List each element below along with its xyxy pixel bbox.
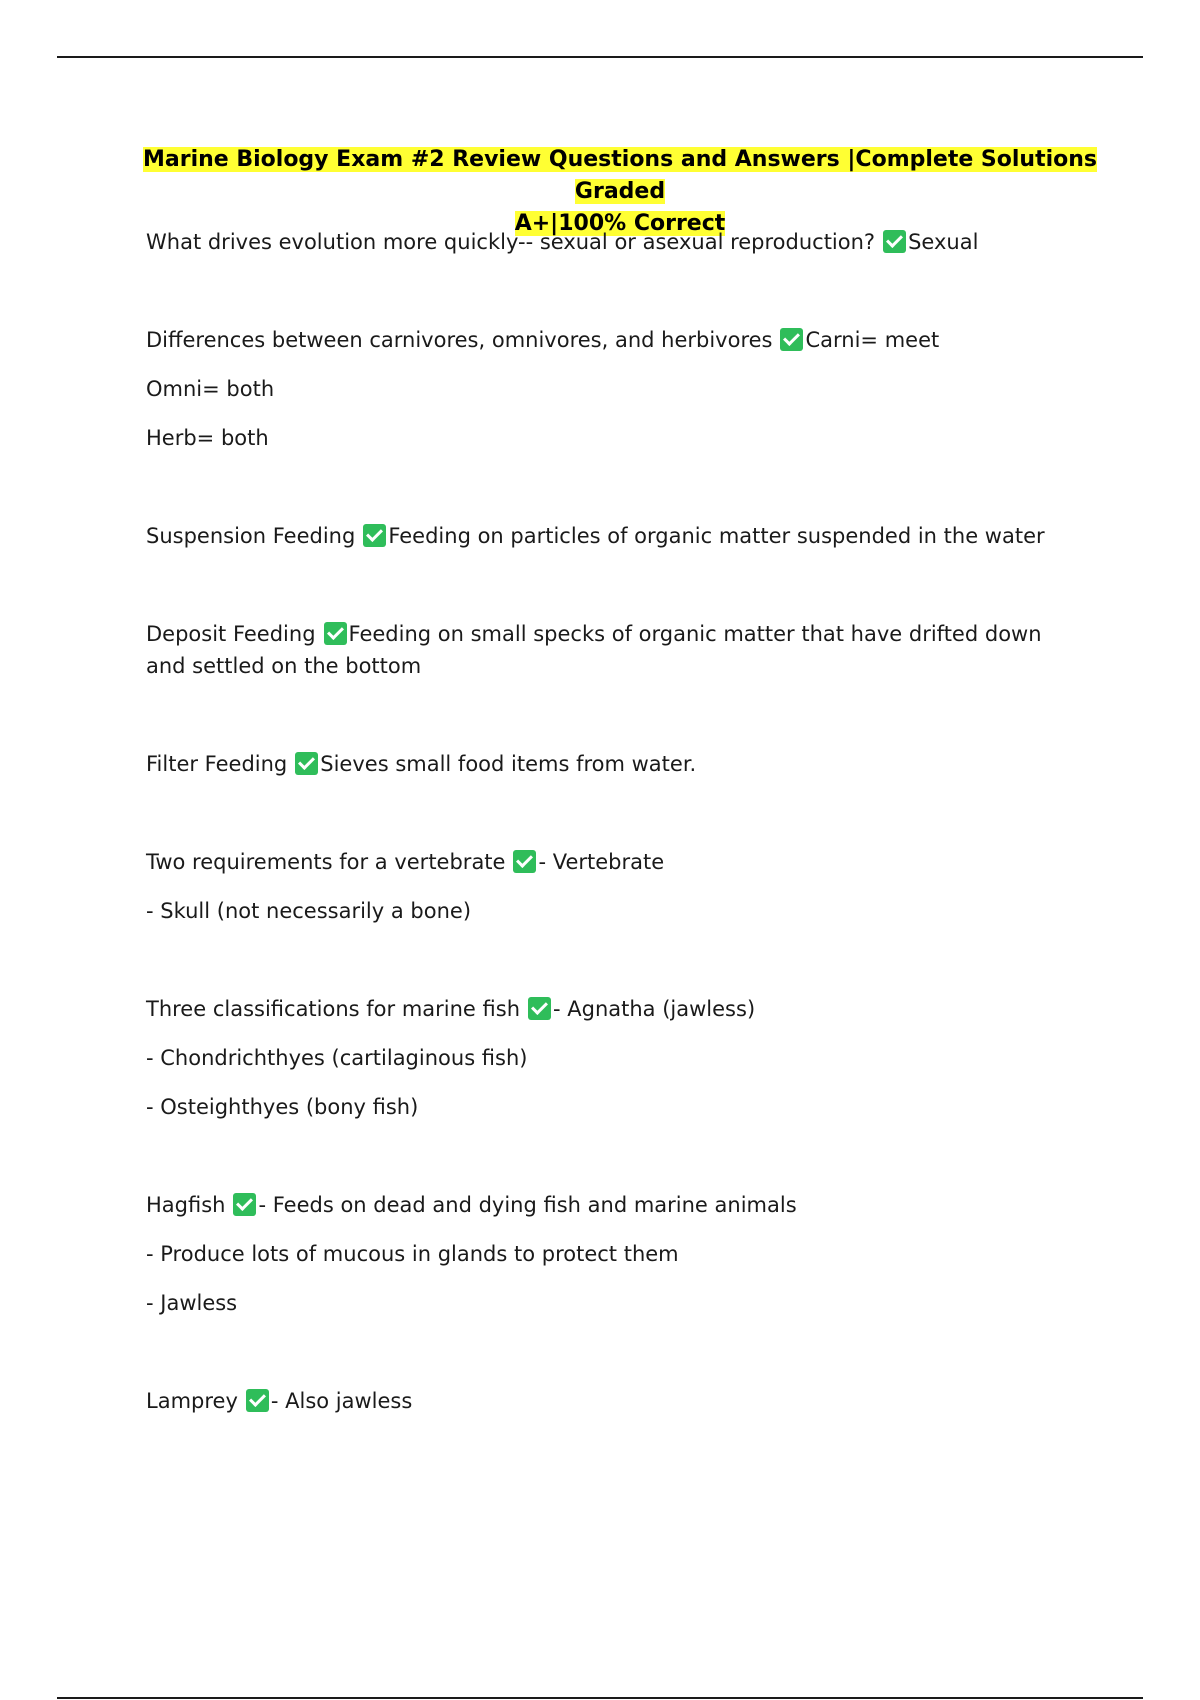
check-mark-icon	[363, 524, 386, 547]
qa-item	[146, 324, 1066, 454]
answer-extra-line: - Jawless	[146, 1291, 238, 1315]
answer-extra-line: Omni= both	[146, 377, 275, 401]
question-text: Two requirements for a vertebrate	[146, 850, 506, 874]
check-mark-icon	[324, 622, 347, 645]
header-rule	[57, 56, 1143, 58]
answer-text: Feeding on particles of organic matter suspended in the water	[388, 524, 1045, 548]
qa-line	[146, 618, 1066, 682]
qa-item	[146, 226, 1066, 258]
answer-text: Carni= meet	[805, 328, 940, 352]
question-text: Differences between carnivores, omnivores, and herbivores	[146, 328, 773, 352]
qa-line	[146, 520, 1066, 552]
qa-line	[146, 1189, 1066, 1221]
answer-extra-line: - Osteighthyes (bony fish)	[146, 1095, 419, 1119]
check-mark-icon	[883, 230, 906, 253]
question-text: Lamprey	[146, 1389, 238, 1413]
question-text: Suspension Feeding	[146, 524, 356, 548]
answer-text: Sieves small food items from water.	[320, 752, 697, 776]
answer-extra-line: - Chondrichthyes (cartilaginous fish)	[146, 1046, 528, 1070]
question-text: Filter Feeding	[146, 752, 288, 776]
qa-item	[146, 618, 1066, 682]
qa-line	[146, 324, 1066, 356]
title-line-2: A+|100% Correct	[514, 211, 726, 236]
check-mark-icon	[246, 1389, 269, 1412]
answer-extra-line: - Produce lots of mucous in glands to protect them	[146, 1242, 679, 1266]
answer-text: - Also jawless	[270, 1389, 413, 1413]
answer-text: Sexual	[908, 230, 979, 254]
check-mark-icon	[780, 328, 803, 351]
qa-line	[146, 846, 1066, 878]
footer-rule	[57, 1697, 1143, 1699]
qa-item	[146, 1385, 1066, 1417]
answer-extra-line: Herb= both	[146, 426, 269, 450]
answer-text: - Vertebrate	[538, 850, 665, 874]
qa-item	[146, 520, 1066, 552]
answer-text: - Agnatha (jawless)	[553, 997, 756, 1021]
qa-item	[146, 748, 1066, 780]
title-line-1: Marine Biology Exam #2 Review Questions and Answers |Complete Solutions Graded	[142, 147, 1098, 204]
qa-item	[146, 993, 1066, 1123]
question-text: What drives evolution more quickly-- sexual or asexual reproduction?	[146, 230, 876, 254]
qa-line	[146, 748, 1066, 780]
qa-line	[146, 226, 1066, 258]
check-mark-icon	[295, 752, 318, 775]
question-text: Hagfish	[146, 1193, 226, 1217]
answer-text: Feeding on small specks of organic matter that have drifted down and settled on the bottom	[146, 622, 1042, 678]
check-mark-icon	[528, 997, 551, 1020]
qa-item	[146, 846, 1066, 927]
answer-text: - Feeds on dead and dying fish and marine animals	[258, 1193, 797, 1217]
check-mark-icon	[233, 1193, 256, 1216]
qa-line	[146, 1385, 1066, 1417]
qa-list	[146, 226, 1066, 1483]
qa-item	[146, 1189, 1066, 1319]
question-text: Three classifications for marine fish	[146, 997, 521, 1021]
check-mark-icon	[513, 850, 536, 873]
question-text: Deposit Feeding	[146, 622, 316, 646]
answer-extra-line: - Skull (not necessarily a bone)	[146, 899, 472, 923]
qa-line	[146, 993, 1066, 1025]
